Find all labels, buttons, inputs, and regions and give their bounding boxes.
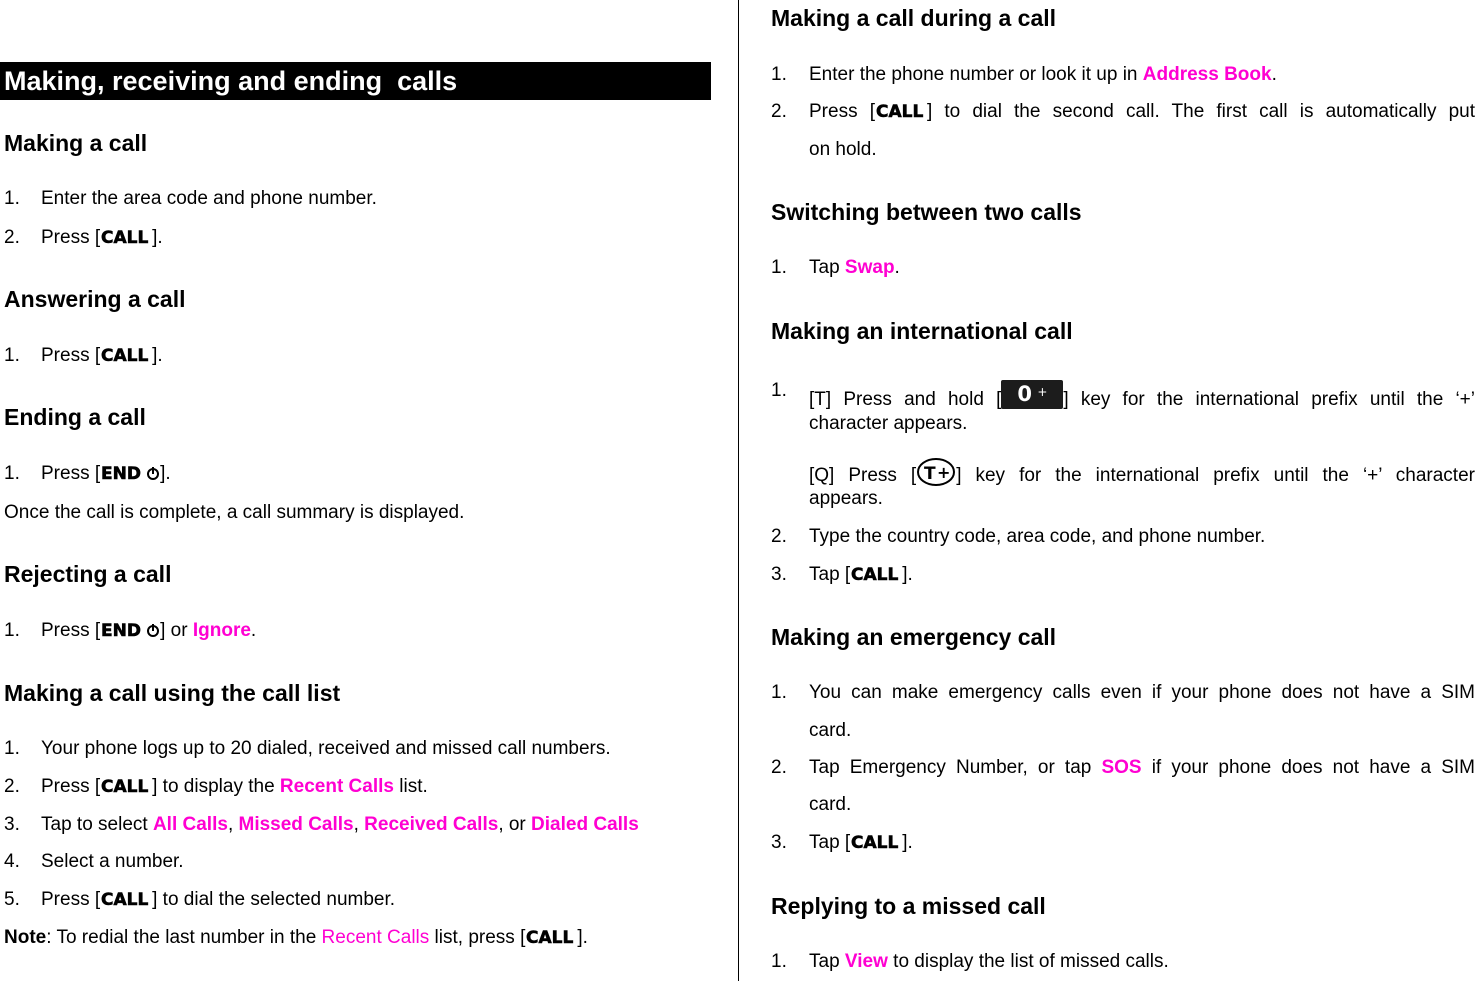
list-item: 1. Your phone logs up to 20 dialed, received and missed call numbers. [4,738,611,759]
heading-missed-call: Replying to a missed call [771,893,1046,919]
list-item: 1. Press [ ] or Ignore. [4,620,257,641]
list-item-continuation: appears. [809,488,883,509]
heading-call-during-call: Making a call during a call [771,5,1057,31]
list-item: 1. Press [ ]. [4,463,171,484]
list-item-text: You can make emergency calls even if your phone does not have a SIM [809,682,1475,703]
recent-calls-link[interactable]: Recent Calls [279,776,394,797]
list-item-continuation: character appears. [809,413,968,434]
list-number: 1. [4,188,20,209]
note: Note: To redial the last number in the Recent Calls list, press [ ]. [4,927,588,948]
list-item: 1. Enter the phone number or look it up in Address Book. [771,64,1277,85]
heading-ending-a-call: Ending a call [4,404,146,430]
call-key-icon [100,227,152,246]
list-item: 1. Tap View to display the list of missed calls. [771,951,1169,972]
heading-call-list: Making a call using the call list [4,680,341,706]
list-item-text: [Q] Press [ ] key for the international prefix until the ‘+’ character [809,457,1475,487]
list-item: 2. Press [ ]. [4,227,163,248]
call-key-icon [850,564,902,583]
list-item-text: Tap Emergency Number, or tap SOS if your phone does not have a SIM [809,757,1475,778]
sos-link[interactable]: SOS [1101,757,1142,778]
call-key-icon [850,832,902,851]
list-item: 2. Type the country code, area code, and phone number. [771,526,1266,547]
dialed-calls-link[interactable]: Dialed Calls [531,814,639,835]
column-divider [738,0,739,981]
list-item-continuation: card. [809,794,852,815]
list-item: 3. Tap to select All Calls, Missed Calls, Received Calls, or Dialed Calls [4,814,639,835]
end-key-icon [100,463,160,482]
swap-link[interactable]: Swap [844,257,895,278]
call-key-icon [100,345,152,364]
list-item-text: [T] Press and hold [ 0 + ] key for the international prefix until the ‘+’ [809,382,1476,410]
heading-international-call: Making an international call [771,318,1073,344]
list-item-number: 2. [771,101,787,122]
missed-calls-link[interactable]: Missed Calls [238,814,354,835]
list-item-number: 1. [771,380,787,401]
list-item-number: 1. [771,682,787,703]
note-label: Note [4,927,47,948]
call-key-icon [525,927,577,946]
heading-rejecting-a-call: Rejecting a call [4,561,172,587]
list-item-number: 2. [771,757,787,778]
heading-answering-a-call: Answering a call [4,286,186,312]
zero-plus-key-icon: 0 + [1001,380,1063,409]
list-item-continuation: card. [809,720,852,741]
t-plus-key-icon [916,457,956,487]
list-item-continuation: on hold. [809,139,877,160]
ignore-link[interactable]: Ignore [192,620,251,641]
call-key-icon [875,101,927,120]
section-banner: Making, receiving and ending calls [0,62,711,100]
heading-switching-calls: Switching between two calls [771,199,1082,225]
list-item: 4. Select a number. [4,851,184,872]
list-item: 2. Press [ ] to display the Recent Calls list. [4,776,428,797]
received-calls-link[interactable]: Received Calls [364,814,499,835]
list-item: 1. Enter the area code and phone number. [4,188,377,209]
list-item: 3. Tap [ ]. [771,564,913,585]
list-item: 5. Press [ ] to dial the selected number. [4,889,396,910]
paragraph: Once the call is complete, a call summary is displayed. [4,502,465,523]
heading-making-a-call: Making a call [4,130,148,156]
address-book-link[interactable]: Address Book [1142,64,1272,85]
call-key-icon [100,889,152,908]
recent-calls-ref: Recent Calls [321,927,430,948]
list-item-text: Press [ ] to dial the second call. The first call is automatically put [809,101,1475,122]
end-key-icon [100,620,160,639]
view-link[interactable]: View [844,951,888,972]
all-calls-link[interactable]: All Calls [152,814,228,835]
heading-emergency-call: Making an emergency call [771,624,1057,650]
call-key-icon [100,776,152,795]
list-item: 3. Tap [ ]. [771,832,913,853]
list-item: 1. Press [ ]. [4,345,163,366]
list-item: 1. Tap Swap. [771,257,900,278]
